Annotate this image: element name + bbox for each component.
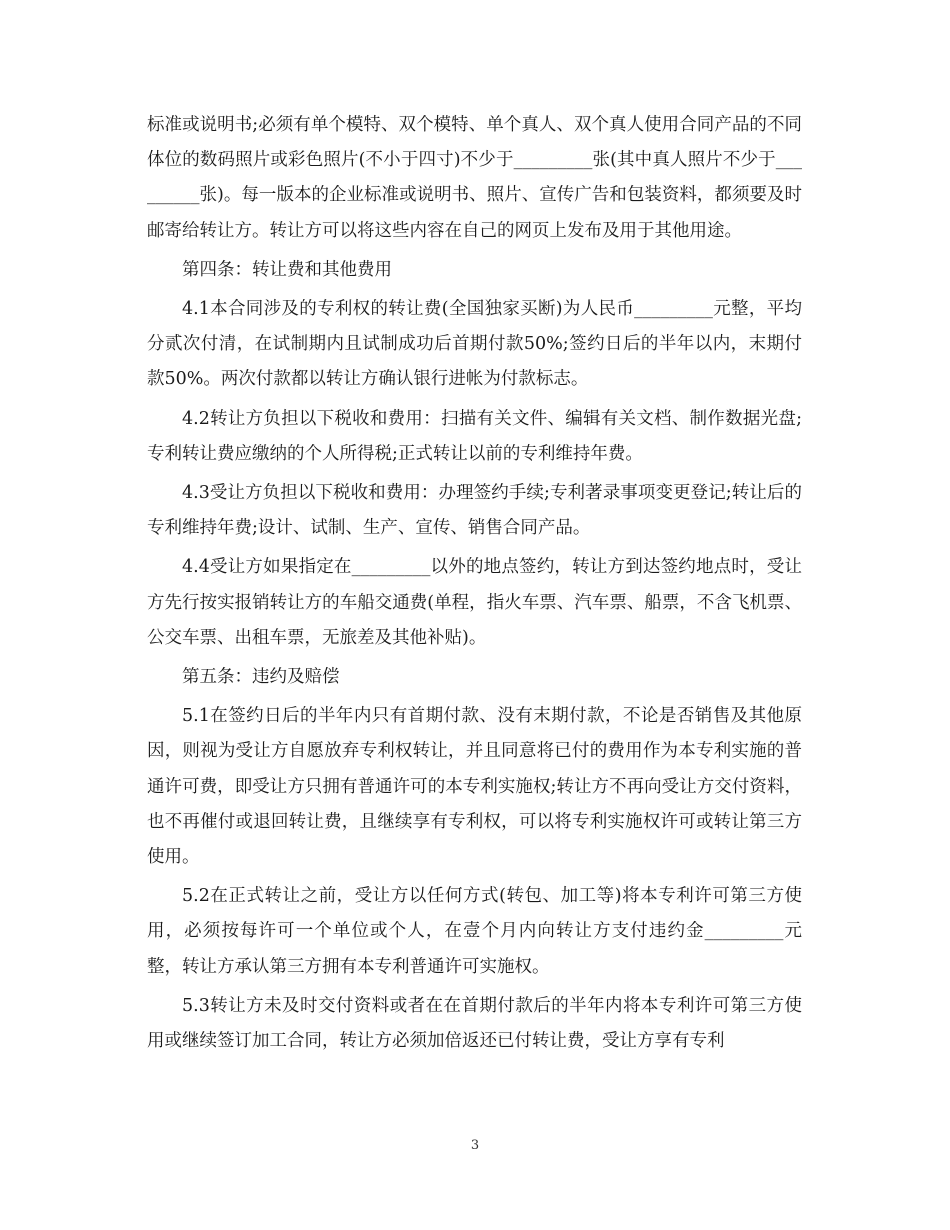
- paragraph-continuation: 标准或说明书;必须有单个模特、双个模特、单个真人、双个真人使用合同产品的不同体位的数码照片或彩色照片(不小于四寸)不少于_________张(其中真人照片不少于_________张)。每一版本的企业标准或说明书、照片、宣传广告和包装资料，都须要及时邮寄给转让方。转让方可以将这些内容在自己的网页上发布及用于其他用途。: [147, 115, 802, 241]
- clause-4-2: 4.2转让方负担以下税收和费用：扫描有关文件、编辑有关文档、制作数据光盘;专利转让费应缴纳的个人所得税;正式转让以前的专利维持年费。: [147, 408, 802, 464]
- section-heading-article-5: 第五条：违约及赔偿: [182, 667, 340, 688]
- clause-4-4: 4.4受让方如果指定在_________以外的地点签约，转让方到达签约地点时，受让方先行按实报销转让方的车船交通费(单程，指火车票、汽车票、船票，不含飞机票、公交车票、出租车票，无旅差及其他补贴)。: [147, 557, 802, 648]
- clause-4-1: 4.1本合同涉及的专利权的转让费(全国独家买断)为人民币_________元整，平均分贰次付清，在试制期内且试制成功后首期付款50%;签约日后的半年以内，末期付款50%。两次付款都以转让方确认银行进帐为付款标志。: [147, 299, 802, 390]
- clause-5-3: 5.3转让方未及时交付资料或者在在首期付款后的半年内将本专利许可第三方使用或继续签订加工合同，转让方必须加倍返还已付转让费，受让方享有专利: [147, 995, 802, 1052]
- section-heading-article-4: 第四条：转让费和其他费用: [182, 259, 392, 280]
- clause-5-1: 5.1在签约日后的半年内只有首期付款、没有末期付款，不论是否销售及其他原因，则视为受让方自愿放弃专利权转让，并且同意将已付的费用作为本专利实施的普通许可费，即受让方只拥有普通许可的本专利实施权;转让方不再向受让方交付资料，也不再催付或退回转让费，且继续享有专利权，可以将专利实施权许可或转让第三方使用。: [147, 706, 802, 868]
- document-body: [147, 108, 802, 1063]
- clause-5-2: 5.2在正式转让之前，受让方以任何方式(转包、加工等)将本专利许可第三方使用，必须按每许可一个单位或个人，在壹个月内向转让方支付违约金_________元整，转让方承认第三方拥有本专利普通许可实施权。: [147, 886, 802, 977]
- clause-4-3: 4.3受让方负担以下税收和费用：办理签约手续;专利著录事项变更登记;转让后的专利维持年费;设计、试制、生产、宣传、销售合同产品。: [147, 483, 802, 539]
- page-number: 3: [470, 1138, 480, 1153]
